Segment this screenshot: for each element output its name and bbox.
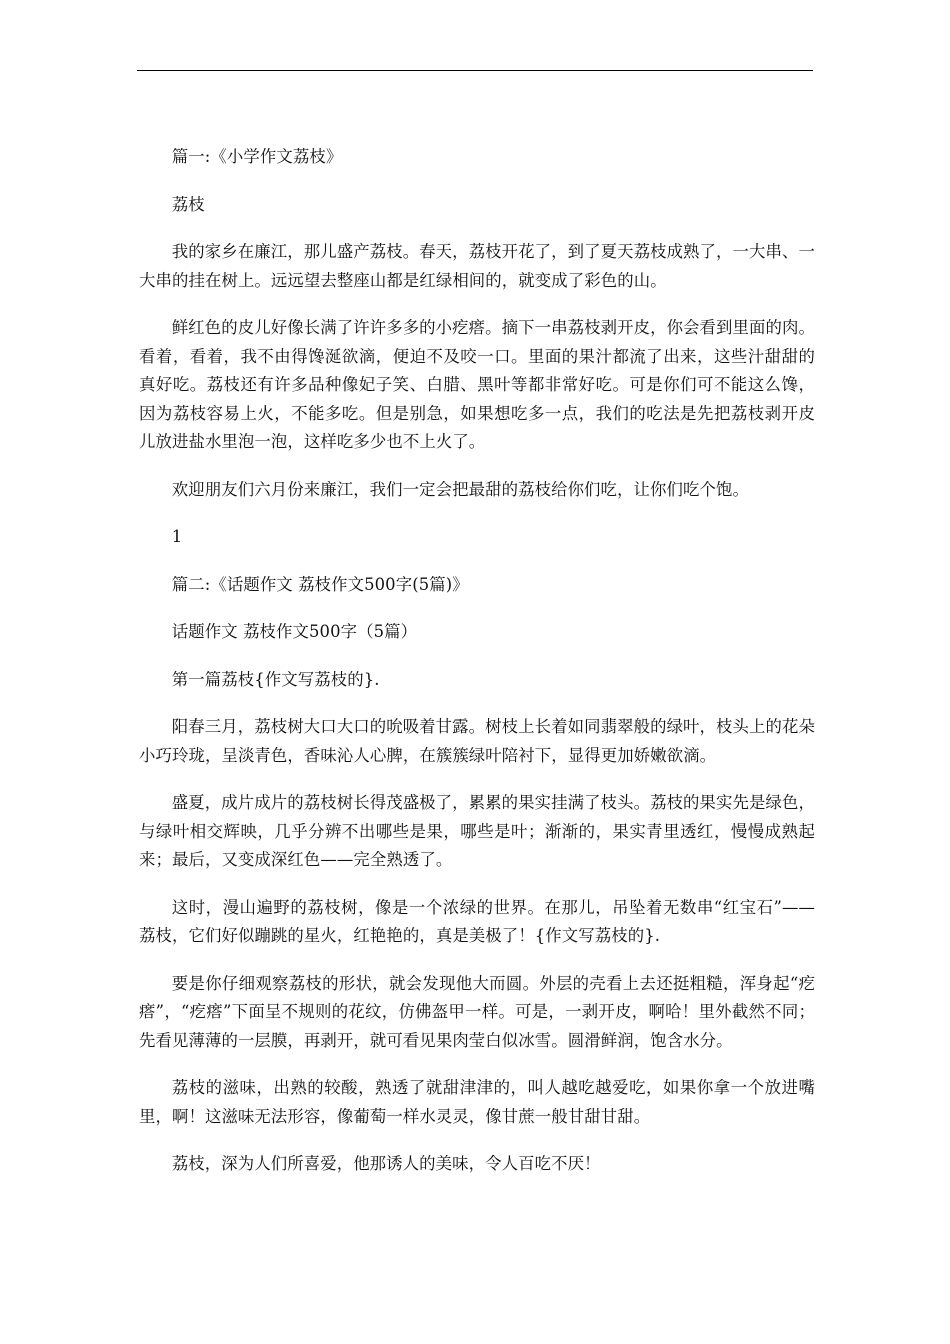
- section-one-heading: 篇一:《小学作文荔枝》: [171, 147, 343, 166]
- paragraph: 鲜红色的皮儿好像长满了许许多多的小疙瘩。摘下一串荔枝剥开皮，你会看到里面的肉。看着，看着，我不由得馋涎欲滴，便迫不及咬一口。里面的果汁都流了出来，这些汁甜甜的真好吃。荔枝还有许多品种像妃子笑、白腊、黑叶等都非常好吃。可是你们可不能这么馋，因为荔枝容易上火，不能多吃。但是别急，如果想吃多一点，我们的吃法是先把荔枝剥开皮儿放进盐水里泡一泡，这样吃多少也不上火了。: [139, 318, 815, 451]
- chapter-title: 第一篇荔枝{作文写荔枝的}.: [171, 669, 380, 689]
- essay-title: 荔枝: [171, 194, 205, 214]
- paragraph: 荔枝的滋味，出熟的较酸，熟透了就甜津津的，叫人越吃越爱吃，如果你拿一个放进嘴里，啊！这滋味无法形容，像葡萄一样水灵灵，像甘蔗一般甘甜甘甜。: [139, 1078, 815, 1126]
- paragraph: 阳春三月，荔枝树大口大口的吮吸着甘露。树枝上长着如同翡翠般的绿叶，枝头上的花朵小巧玲珑，呈淡青色，香味沁人心脾，在簇簇绿叶陪衬下，显得更加娇嫩欲滴。: [139, 717, 815, 765]
- document-body: [139, 143, 815, 1179]
- paragraph: 我的家乡在廉江，那儿盛产荔枝。春天，荔枝开花了，到了夏天荔枝成熟了，一大串、一大串的挂在树上。远远望去整座山都是红绿相间的，就变成了彩色的山。: [139, 242, 815, 290]
- paragraph: 这时，漫山遍野的荔枝树，像是一个浓绿的世界。在那儿，吊坠着无数串“红宝石”——荔枝，它们好似蹦跳的星火，红艳艳的，真是美极了！{作文写荔枝的}.: [139, 897, 815, 945]
- paragraph: 盛夏，成片成片的荔枝树长得茂盛极了，累累的果实挂满了枝头。荔枝的果实先是绿色，与绿叶相交辉映，几乎分辨不出哪些是果，哪些是叶；渐渐的，果实青里透红，慢慢成熟起来；最后，又变成深红色——完全熟透了。: [139, 793, 815, 869]
- paragraph: 欢迎朋友们六月份来廉江，我们一定会把最甜的荔枝给你们吃，让你们吃个饱。: [171, 479, 749, 499]
- section-two-heading: 篇二:《话题作文 荔枝作文500字(5篇)》: [171, 574, 469, 594]
- paragraph: 要是你仔细观察荔枝的形状，就会发现他大而圆。外层的壳看上去还挺粗糙，浑身起“疙瘩”，“疙瘩”下面呈不规则的花纹，仿佛盔甲一样。可是，一剥开皮，啊哈！里外截然不同；先看见薄薄的一层膜，再剥开，就可看见果肉莹白似冰雪。圆滑鲜润，饱含水分。: [139, 973, 815, 1050]
- paragraph: 荔枝，深为人们所喜爱，他那诱人的美味，令人百吃不厌！: [171, 1154, 601, 1173]
- page-number: 1: [171, 527, 183, 546]
- header-rule: [137, 70, 813, 71]
- essay-title: 话题作文 荔枝作文500字（5篇）: [171, 622, 418, 641]
